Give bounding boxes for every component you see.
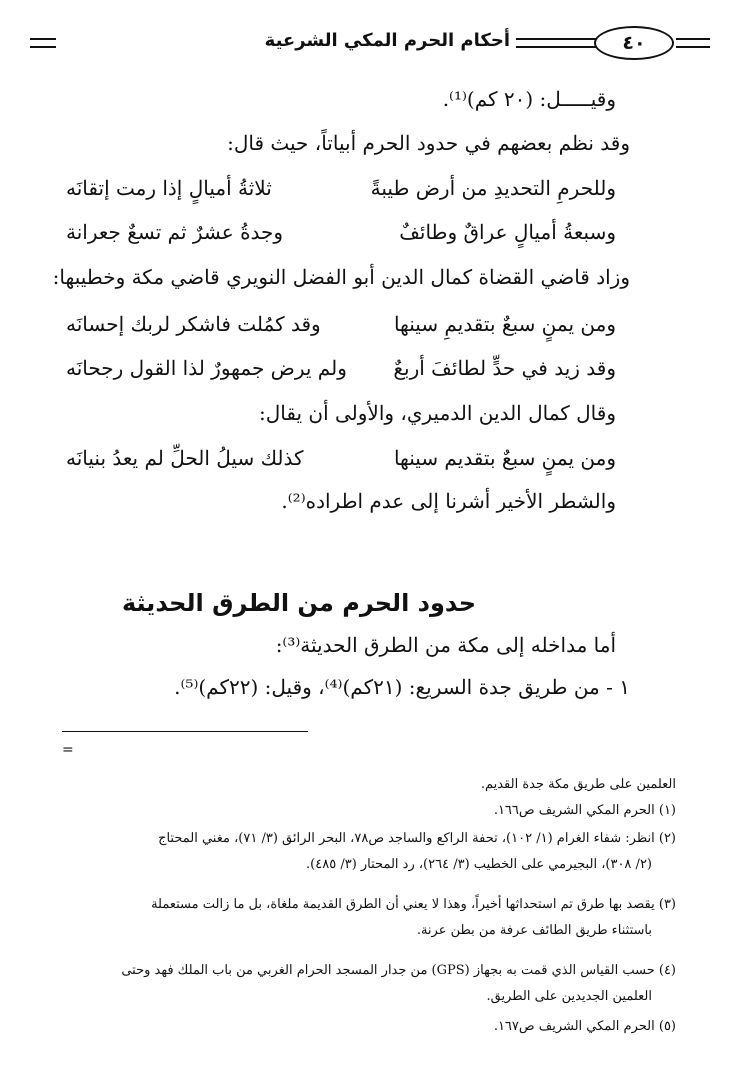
verse-2-first-hemistich: وسبعةُ أميالٍ عراقٌ وطائفٌ (399, 220, 616, 244)
verse-4 (66, 352, 616, 384)
verse-2-second-hemistich: وجدةُ عشرٌ ثم تسعٌ جعرانة (66, 220, 284, 244)
section-heading-text: حدود الحرم من الطرق الحديثة (121, 589, 477, 617)
verse-1-second-hemistich: ثلاثةُ أميالٍ إذا رمت إتقانَه (66, 176, 272, 200)
header-rule-middle (516, 38, 596, 48)
footnote-3-line-2: باستثناء طريق الطائف عرفة من بطن عرنة. (416, 923, 652, 938)
footnote-2 (50, 826, 676, 878)
body-line-5: والشطر الأخير أشرنا إلى عدم اطراده⁽²⁾. (281, 489, 616, 513)
footnote-3-line-1: (٣) يقصد بها طرق تم استحداثها أخيراً، وهذا لا يعني أن الطرق القديمة ملغاة، بل ما زالت مستعملة (151, 897, 676, 912)
verse-4-second-hemistich: ولم يرض جمهورٌ لذا القول رجحانَه (66, 356, 347, 380)
page-number: ٤٠ (594, 26, 674, 60)
body-line-1: وقيـــــل: (٢٠ كم)⁽¹⁾. (442, 87, 616, 111)
body-line-6: أما مداخله إلى مكة من الطرق الحديثة⁽³⁾: (275, 633, 616, 657)
verse-1-first-hemistich: وللحرمِ التحديدِ من أرض طيبةً (370, 176, 616, 200)
footnote-5 (50, 1014, 676, 1040)
footnote-separator (62, 731, 308, 732)
verse-1 (66, 172, 616, 204)
section-heading (0, 586, 738, 620)
body-line-7: ١ - من طريق جدة السريع: (٢١كم)⁽⁴⁾، وقيل: (٢٢كم)⁽⁵⁾. (174, 675, 630, 699)
header-rule-right (676, 38, 710, 48)
verse-5-second-hemistich: كذلك سيلُ الحلِّ لم يعدُ بنيانَه (66, 446, 304, 470)
footnote-5-text: (٥) الحرم المكي الشريف ص١٦٧. (493, 1019, 676, 1034)
body-line-2: وقد نظم بعضهم في حدود الحرم أبياتاً، حيث قال: (227, 131, 630, 155)
verse-2 (66, 216, 616, 248)
footnote-3 (50, 892, 676, 944)
header-title: أحكام الحرم المكي الشرعية (264, 30, 510, 51)
footnote-2-line-2: (٢/ ٣٠٨)، البجيرمي على الخطيب (٣/ ٢٦٤)، رد المحتار (٣/ ٤٨٥). (306, 857, 652, 872)
verse-3-second-hemistich: وقد كمُلت فاشكر لربك إحسانَه (66, 312, 321, 336)
verse-5-first-hemistich: ومن يمنٍ سبعٌ بتقديم سينها (393, 446, 616, 470)
footnote-1-text: (١) الحرم المكي الشريف ص١٦٦. (493, 803, 676, 818)
footnote-continued-text: العلمين على طريق مكة جدة القديم. (480, 777, 676, 792)
footnote-4-line-1: (٤) حسب القياس الذي قمت به بجهاز (GPS) من جدار المسجد الحرام الغربي من باب الملك فهد وحتى (121, 963, 676, 978)
verse-3-first-hemistich: ومن يمنٍ سبعٌ بتقديمِ سينها (393, 312, 616, 336)
footnote-4 (50, 958, 676, 1010)
verse-3 (66, 308, 616, 340)
footnote-2-line-1: (٢) انظر: شفاء الغرام (١/ ١٠٢)، تحفة الراكع والساجد ص٧٨، البحر الرائق (٣/ ٧١)، مغني المحتاج (158, 831, 676, 846)
body-line-3: وزاد قاضي القضاة كمال الدين أبو الفضل النويري قاضي مكة وخطيبها: (52, 265, 630, 289)
verse-4-first-hemistich: وقد زيد في حدٍّ لطائفَ أربعٌ (393, 356, 616, 380)
footnote-continuation-mark: = (62, 742, 74, 758)
header-rule-left (30, 38, 56, 48)
footnote-4-line-2: العلمين الجديدين على الطريق. (486, 989, 652, 1004)
footnote-1 (50, 798, 676, 824)
footnote-continued (50, 772, 676, 798)
body-line-4: وقال كمال الدين الدميري، والأولى أن يقال: (258, 401, 616, 425)
verse-5 (66, 442, 616, 474)
running-header (30, 24, 710, 64)
